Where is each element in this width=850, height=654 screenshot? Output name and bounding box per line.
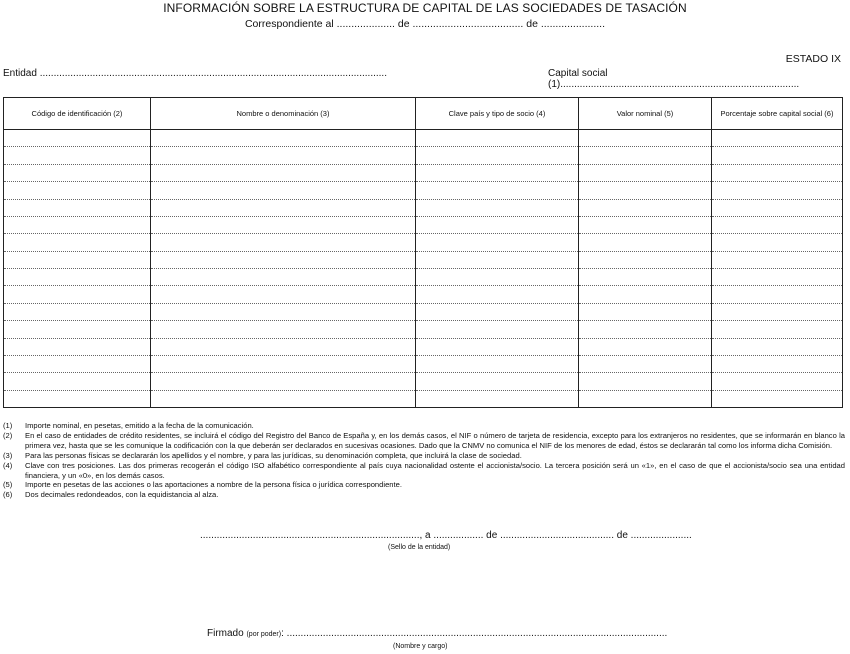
- table-row: [4, 251, 843, 268]
- table-cell: [579, 355, 712, 372]
- table-cell: [416, 321, 579, 338]
- table-cell: [712, 338, 843, 355]
- nombre-cargo-label: (Nombre y cargo): [393, 643, 448, 650]
- table-cell: [579, 373, 712, 390]
- table-cell: [4, 338, 151, 355]
- table-cell: [712, 321, 843, 338]
- table-cell: [151, 303, 416, 320]
- table-cell: [4, 355, 151, 372]
- table-cell: [4, 130, 151, 147]
- table-cell: [579, 338, 712, 355]
- table-cell: [416, 286, 579, 303]
- table-cell: [712, 234, 843, 251]
- table-cell: [416, 130, 579, 147]
- table-cell: [579, 216, 712, 233]
- footnote-number: (6): [3, 490, 13, 500]
- table-cell: [151, 199, 416, 216]
- estado-label: ESTADO IX: [785, 53, 841, 65]
- table-row: [4, 286, 843, 303]
- table-cell: [416, 251, 579, 268]
- table-row: [4, 199, 843, 216]
- footnote: [3, 451, 845, 461]
- table-cell: [416, 199, 579, 216]
- form-title: INFORMACIÓN SOBRE LA ESTRUCTURA DE CAPITAL DE LAS SOCIEDADES DE TASACIÓN: [163, 1, 687, 15]
- footnote: [3, 421, 845, 431]
- table-cell: [151, 373, 416, 390]
- table-cell: [712, 130, 843, 147]
- table-cell: [151, 269, 416, 286]
- sello-label: (Sello de la entidad): [388, 544, 451, 551]
- table-row: [4, 130, 843, 147]
- table-cell: [151, 321, 416, 338]
- period-line: Correspondiente al .................... de ...................................... de ......................: [244, 18, 606, 30]
- table-row: [4, 390, 843, 407]
- table-cell: [4, 321, 151, 338]
- table-cell: [4, 303, 151, 320]
- table-cell: [416, 373, 579, 390]
- table-cell: [4, 147, 151, 164]
- table-cell: [151, 130, 416, 147]
- footnote-number: (2): [3, 430, 13, 440]
- table-row: [4, 164, 843, 181]
- table-cell: [416, 338, 579, 355]
- table-cell: [4, 286, 151, 303]
- table-cell: [579, 303, 712, 320]
- table-cell: [151, 390, 416, 407]
- table-cell: [416, 303, 579, 320]
- firmado-line: [207, 628, 667, 639]
- table-cell: [712, 303, 843, 320]
- table-cell: [579, 269, 712, 286]
- table-cell: [151, 147, 416, 164]
- firmado-label: Firmado: [207, 628, 244, 639]
- capital-social-field: Capital social (1)......................................................................................: [548, 68, 800, 90]
- table-cell: [4, 164, 151, 181]
- table-cell: [416, 147, 579, 164]
- footnote-text: Clave con tres posiciones. Las dos primeras recogerán el código ISO alfabético correspondiente al país cuya nacionalidad ostente el accionista/socio. La tercera posición será un «1», en el caso de que el accionista/socio sea una entidad financiera, y un «0», en los demás casos.: [25, 460, 845, 480]
- footnote-number: (4): [3, 460, 13, 470]
- footnote-text: En el caso de entidades de crédito residentes, se incluirá el código del Registro del Banco de España y, en los demás casos, el NIF o número de tarjeta de residencia, excepto para los extranjeros no residentes, que se informarán en blanco la primera vez, hasta que se les comunique la codificación con la que deberán ser declarados en sucesivas ocasiones. Dado que la CNMV no comunica el NIF de los menores de edad, éstos se declararán tal como los informa dicha Comisión.: [25, 430, 845, 450]
- table-cell: [416, 269, 579, 286]
- footnote: [3, 480, 845, 490]
- table-cell: [416, 355, 579, 372]
- table-cell: [712, 355, 843, 372]
- table-row: [4, 355, 843, 372]
- table-row: [4, 234, 843, 251]
- table-cell: [579, 286, 712, 303]
- table-cell: [712, 182, 843, 199]
- table-cell: [4, 199, 151, 216]
- footnote-number: (3): [3, 450, 13, 460]
- table-cell: [579, 164, 712, 181]
- table-cell: [4, 251, 151, 268]
- table-cell: [712, 199, 843, 216]
- footnote-text: Importe en pesetas de las acciones o las aportaciones a nombre de la persona física o jurídica correspondiente.: [25, 480, 402, 490]
- table-cell: [151, 164, 416, 181]
- table-cell: [416, 234, 579, 251]
- footnote-number: (5): [3, 480, 13, 490]
- por-poder-label: (por poder): [246, 631, 282, 638]
- footnote: [3, 490, 845, 500]
- table-cell: [712, 373, 843, 390]
- table-cell: [712, 269, 843, 286]
- table-row: [4, 269, 843, 286]
- col-porcentaje: Porcentaje sobre capital social (6): [712, 98, 843, 130]
- table-header-row: [4, 98, 843, 130]
- table-cell: [4, 234, 151, 251]
- table-cell: [579, 147, 712, 164]
- table-cell: [712, 216, 843, 233]
- table-cell: [151, 182, 416, 199]
- footnote-text: Para las personas físicas se declararán los apellidos y el nombre, y para las jurídicas, su denominación completa, que incluirá la clase de sociedad.: [25, 450, 522, 460]
- table-row: [4, 321, 843, 338]
- col-nombre: Nombre o denominación (3): [151, 98, 416, 130]
- table-cell: [4, 390, 151, 407]
- table-row: [4, 216, 843, 233]
- footnotes: [3, 421, 845, 500]
- place-date-line: ..............................................................................., a .................. de ......................................... de ......................: [200, 530, 692, 541]
- table-cell: [151, 286, 416, 303]
- table-cell: [712, 147, 843, 164]
- firmado-dots: : .........................................................................................................................................: [281, 628, 668, 639]
- footnote-number: (1): [3, 421, 13, 430]
- col-clave-pais: Clave país y tipo de socio (4): [416, 98, 579, 130]
- table-cell: [579, 182, 712, 199]
- table-cell: [4, 182, 151, 199]
- table-cell: [416, 164, 579, 181]
- footnote: [3, 461, 845, 481]
- table-cell: [579, 251, 712, 268]
- table-cell: [579, 321, 712, 338]
- capital-structure-table: [3, 97, 843, 408]
- table-row: [4, 303, 843, 320]
- table-cell: [151, 338, 416, 355]
- table-cell: [416, 216, 579, 233]
- footnote-text: Importe nominal, en pesetas, emitido a la fecha de la comunicación.: [25, 421, 254, 430]
- table-row: [4, 373, 843, 390]
- col-valor-nominal: Valor nominal (5): [579, 98, 712, 130]
- table-cell: [151, 251, 416, 268]
- table-cell: [712, 251, 843, 268]
- table-cell: [416, 182, 579, 199]
- table-cell: [712, 286, 843, 303]
- table-cell: [579, 390, 712, 407]
- table-cell: [151, 216, 416, 233]
- footnote-text: Dos decimales redondeados, con la equidistancia al alza.: [25, 490, 219, 500]
- entidad-field: Entidad .............................................................................................................................: [3, 68, 387, 79]
- table-cell: [579, 130, 712, 147]
- table-row: [4, 338, 843, 355]
- table-cell: [151, 355, 416, 372]
- table-cell: [4, 373, 151, 390]
- table-cell: [579, 234, 712, 251]
- table-row: [4, 147, 843, 164]
- footnote: [3, 431, 845, 451]
- table-cell: [4, 216, 151, 233]
- table-cell: [712, 164, 843, 181]
- table-cell: [579, 199, 712, 216]
- col-codigo: Código de identificación (2): [4, 98, 151, 130]
- table-row: [4, 182, 843, 199]
- table-cell: [416, 390, 579, 407]
- table-cell: [151, 234, 416, 251]
- table-cell: [712, 390, 843, 407]
- table-cell: [4, 269, 151, 286]
